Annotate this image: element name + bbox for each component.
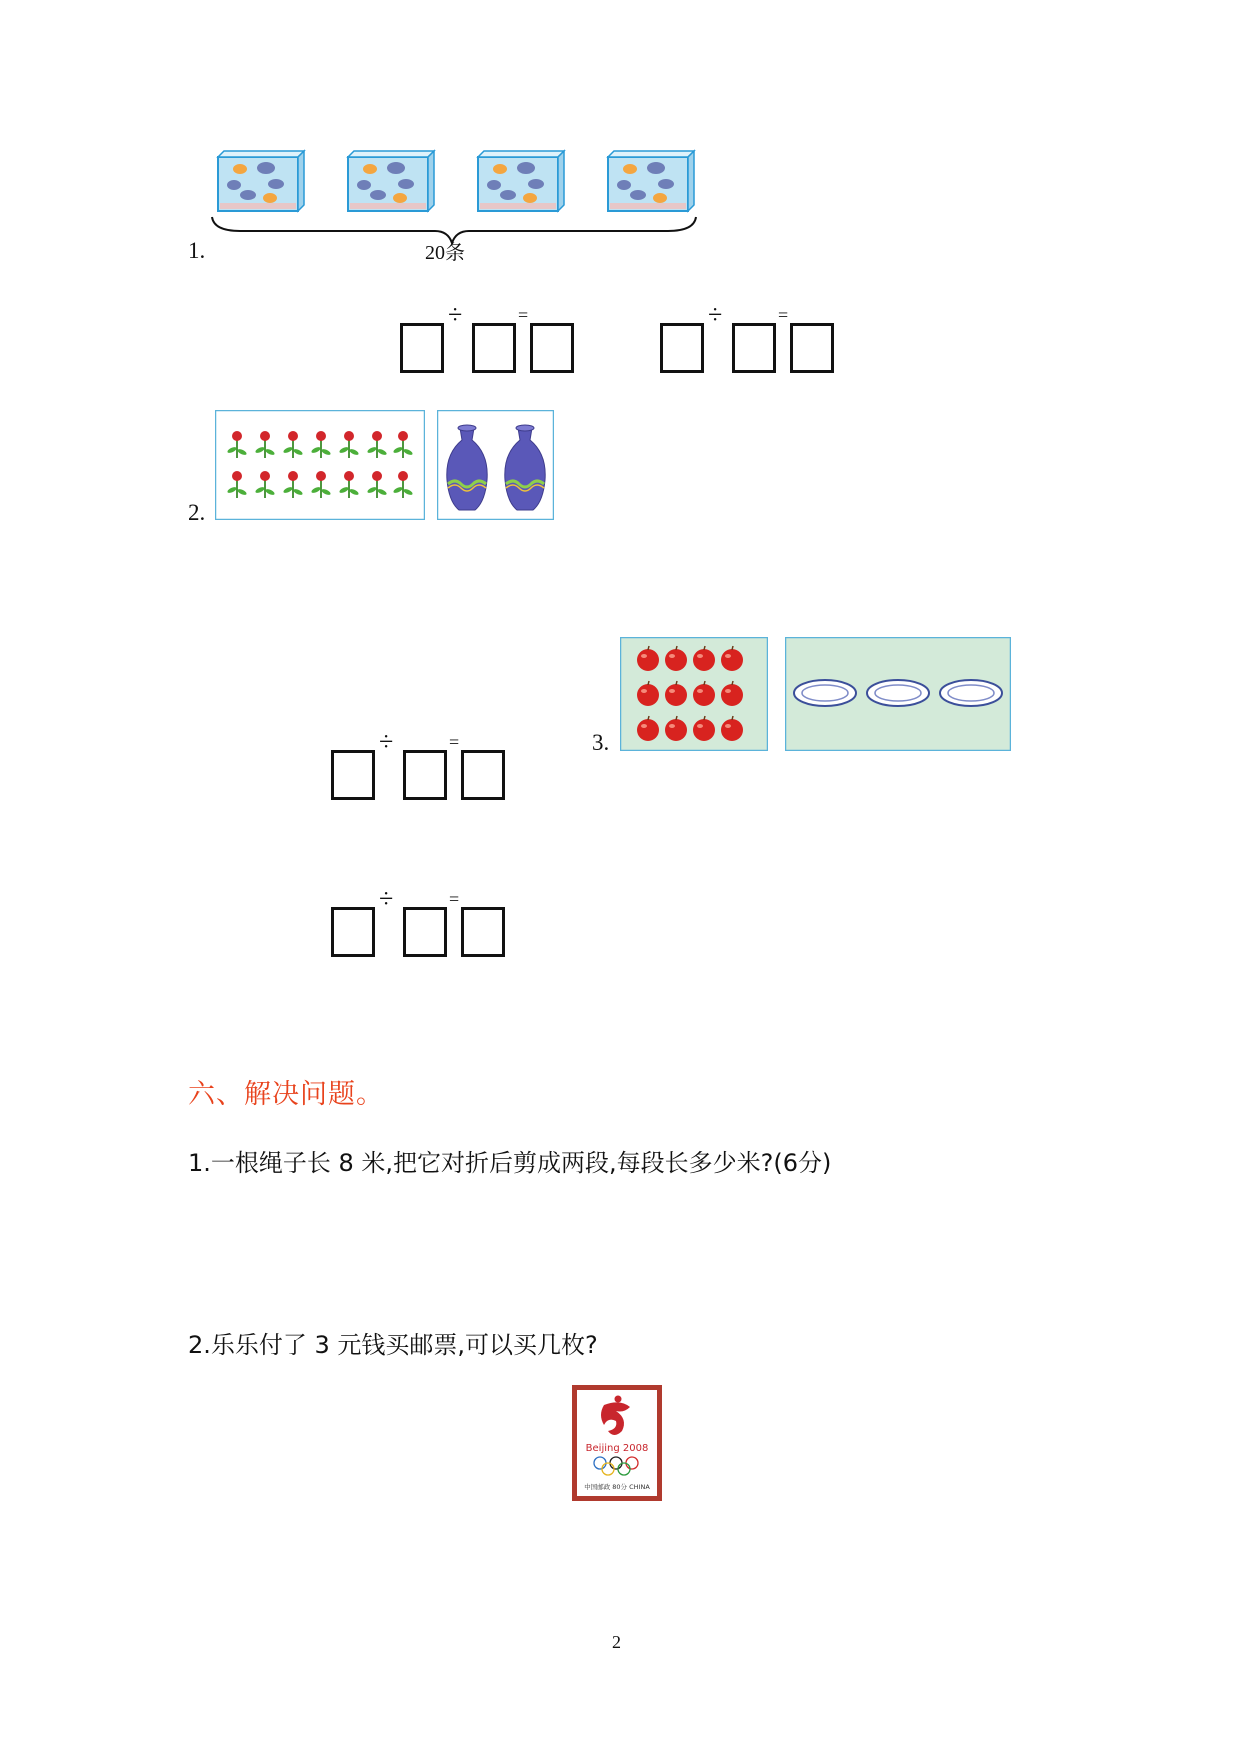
answer-box[interactable] xyxy=(732,323,776,373)
answer-box[interactable] xyxy=(461,750,505,800)
section-title: 六、解决问题。 xyxy=(188,1079,384,1110)
olympic-stamp xyxy=(572,1385,662,1501)
equals-sign: = xyxy=(449,889,460,909)
fish-tank-1 xyxy=(218,151,304,211)
vases-panel xyxy=(437,410,554,520)
divide-sign: ÷ xyxy=(708,300,723,329)
brace-label: 20条 xyxy=(425,242,465,264)
equals-sign: = xyxy=(518,305,529,325)
q1-number: 1. xyxy=(188,238,206,263)
equals-sign: = xyxy=(778,305,789,325)
answer-box[interactable] xyxy=(790,323,834,373)
answer-box[interactable] xyxy=(331,907,375,957)
q3-number: 3. xyxy=(592,730,610,755)
fish-tank-3 xyxy=(478,151,564,211)
divide-sign: ÷ xyxy=(379,727,394,756)
page-number: 2 xyxy=(612,1632,621,1652)
divide-sign: ÷ xyxy=(448,300,463,329)
flowers-panel xyxy=(215,410,425,520)
plates-panel xyxy=(785,637,1011,751)
stamp-footer: 中国邮政 80分 CHINA xyxy=(584,1483,650,1491)
answer-box[interactable] xyxy=(331,750,375,800)
fish-tank-2 xyxy=(348,151,434,211)
answer-box[interactable] xyxy=(472,323,516,373)
answer-box[interactable] xyxy=(403,907,447,957)
fish-tank-4 xyxy=(608,151,694,211)
divide-sign: ÷ xyxy=(379,884,394,913)
apples-panel xyxy=(620,637,768,751)
answer-box[interactable] xyxy=(461,907,505,957)
answer-box[interactable] xyxy=(400,323,444,373)
equals-sign: = xyxy=(449,732,460,752)
q2-number: 2. xyxy=(188,500,206,525)
problem-2: 2.乐乐付了 3 元钱买邮票,可以买几枚? xyxy=(188,1331,598,1359)
problem-1: 1.一根绳子长 8 米,把它对折后剪成两段,每段长多少米?(6分) xyxy=(188,1149,832,1177)
answer-box[interactable] xyxy=(530,323,574,373)
stamp-brand: Beijing 2008 xyxy=(585,1443,649,1454)
answer-box[interactable] xyxy=(660,323,704,373)
answer-box[interactable] xyxy=(403,750,447,800)
